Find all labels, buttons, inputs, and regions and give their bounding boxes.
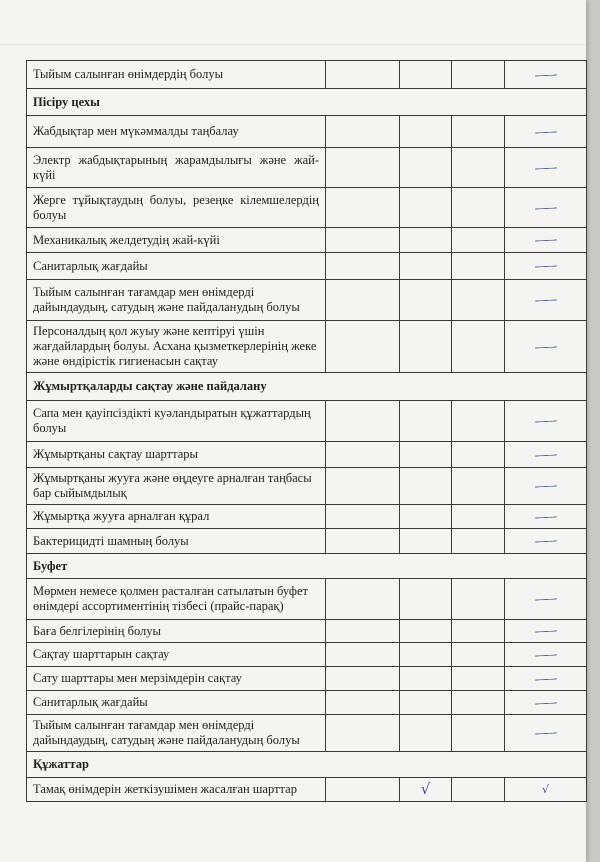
checklist-row bbox=[27, 529, 587, 554]
section-title: Буфет bbox=[27, 554, 587, 579]
checklist-mark-cell-3[interactable] bbox=[452, 61, 505, 89]
checklist-mark-cell-3[interactable] bbox=[452, 579, 505, 620]
checklist-mark-cell-2[interactable] bbox=[400, 579, 452, 620]
checklist-row bbox=[27, 620, 587, 643]
checklist-mark-cell-2[interactable] bbox=[400, 529, 452, 554]
handwritten-dash-mark bbox=[534, 516, 556, 518]
handwritten-dash-mark bbox=[534, 631, 556, 633]
checklist-mark-cell-4[interactable] bbox=[505, 620, 587, 643]
checklist-row bbox=[27, 505, 587, 529]
handwritten-dash-mark bbox=[534, 300, 556, 302]
section-header-row bbox=[27, 89, 587, 116]
handwritten-dash-mark bbox=[534, 599, 556, 601]
checklist-mark-cell-1[interactable] bbox=[326, 667, 400, 691]
checklist-item-label: Сақтау шарттарын сақтау bbox=[27, 643, 326, 667]
checklist-row bbox=[27, 253, 587, 280]
checklist-item-label: Тыйым салынған өнімдердің болуы bbox=[27, 61, 326, 89]
checklist-mark-cell-3[interactable] bbox=[452, 667, 505, 691]
checklist-mark-cell-2[interactable] bbox=[400, 620, 452, 643]
paper-fold bbox=[0, 44, 586, 46]
handwritten-dash-mark bbox=[534, 678, 556, 680]
checklist-mark-cell-3[interactable] bbox=[452, 442, 505, 468]
checklist-row bbox=[27, 61, 587, 89]
checklist-mark-cell-4[interactable] bbox=[505, 715, 587, 752]
checklist-mark-cell-3[interactable] bbox=[452, 778, 505, 802]
checklist-row bbox=[27, 148, 587, 188]
checklist-mark-cell-2[interactable] bbox=[400, 148, 452, 188]
section-title: Пісіру цехы bbox=[27, 89, 587, 116]
handwritten-dash-mark bbox=[534, 486, 556, 488]
checklist-row bbox=[27, 280, 587, 321]
checklist-mark-cell-1[interactable] bbox=[326, 253, 400, 280]
checklist-item-label: Тыйым салынған тағамдар мен өнімдерді дайындаудың, сатудың және пайдаланудың болуы bbox=[27, 280, 326, 321]
checklist-item-label: Мөрмен немесе қолмен расталған сатылатын буфет өнімдері ассортиментінің тізбесі (прайс-парақ) bbox=[27, 579, 326, 620]
checklist-mark-cell-4[interactable] bbox=[505, 529, 587, 554]
checklist-mark-cell-2[interactable] bbox=[400, 715, 452, 752]
checklist-mark-cell-3[interactable] bbox=[452, 228, 505, 253]
checklist-mark-cell-3[interactable] bbox=[452, 468, 505, 505]
checklist-mark-cell-4[interactable] bbox=[505, 280, 587, 321]
checklist-mark-cell-2[interactable] bbox=[400, 321, 452, 373]
checklist-item-label: Жабдықтар мен мүкәммалды таңбалау bbox=[27, 116, 326, 148]
checklist-mark-cell-1[interactable] bbox=[326, 505, 400, 529]
checklist-mark-cell-4[interactable] bbox=[505, 148, 587, 188]
section-header-row bbox=[27, 554, 587, 579]
checklist-item-label: Механикалық желдетудің жай-күйі bbox=[27, 228, 326, 253]
checklist-row bbox=[27, 468, 587, 505]
checklist-mark-cell-3[interactable] bbox=[452, 715, 505, 752]
checklist-mark-cell-3[interactable] bbox=[452, 505, 505, 529]
checklist-item-label: Бактерицидті шамның болуы bbox=[27, 529, 326, 554]
checklist-mark-cell-4[interactable] bbox=[505, 667, 587, 691]
checklist-mark-cell-1[interactable] bbox=[326, 778, 400, 802]
checklist-mark-cell-4[interactable] bbox=[505, 579, 587, 620]
checklist-mark-cell-4[interactable] bbox=[505, 778, 587, 802]
checklist-mark-cell-1[interactable] bbox=[326, 620, 400, 643]
checklist-mark-cell-4[interactable] bbox=[505, 253, 587, 280]
checklist-mark-cell-4[interactable] bbox=[505, 188, 587, 228]
checklist-mark-cell-2[interactable] bbox=[400, 442, 452, 468]
checklist-mark-cell-3[interactable] bbox=[452, 148, 505, 188]
section-header-row bbox=[27, 373, 587, 401]
checklist-item-label: Жұмыртқаны сақтау шарттары bbox=[27, 442, 326, 468]
checklist-mark-cell-4[interactable] bbox=[505, 61, 587, 89]
checklist-mark-cell-1[interactable] bbox=[326, 116, 400, 148]
checklist-mark-cell-2[interactable] bbox=[400, 778, 452, 802]
checklist-row bbox=[27, 188, 587, 228]
checklist-item-label: Сату шарттары мен мерзімдерін сақтау bbox=[27, 667, 326, 691]
checklist-row bbox=[27, 643, 587, 667]
checklist-row bbox=[27, 442, 587, 468]
checklist-mark-cell-1[interactable] bbox=[326, 529, 400, 554]
checklist-mark-cell-1[interactable] bbox=[326, 188, 400, 228]
checklist-mark-cell-4[interactable] bbox=[505, 321, 587, 373]
checklist-item-label: Электр жабдықтарының жарамдылығы және жай-күйі bbox=[27, 148, 326, 188]
checklist-mark-cell-4[interactable] bbox=[505, 468, 587, 505]
checklist-mark-cell-2[interactable] bbox=[400, 188, 452, 228]
checklist-item-label: Санитарлық жағдайы bbox=[27, 691, 326, 715]
checklist-mark-cell-1[interactable] bbox=[326, 401, 400, 442]
checklist-row bbox=[27, 667, 587, 691]
checklist-mark-cell-3[interactable] bbox=[452, 116, 505, 148]
checklist-mark-cell-2[interactable] bbox=[400, 116, 452, 148]
checklist-mark-cell-2[interactable] bbox=[400, 505, 452, 529]
checklist-mark-cell-1[interactable] bbox=[326, 643, 400, 667]
checklist-row bbox=[27, 116, 587, 148]
handwritten-dash-mark bbox=[534, 421, 556, 423]
checklist-mark-cell-3[interactable] bbox=[452, 620, 505, 643]
inspection-checklist-table bbox=[26, 60, 587, 802]
checklist-item-label: Жерге тұйықтаудың болуы, резеңке кілемшелердің болуы bbox=[27, 188, 326, 228]
handwritten-dash-mark bbox=[534, 541, 556, 543]
checklist-item-label: Жұмыртқаны жууға және өңдеуге арналған таңбасы бар сыйымдылық bbox=[27, 468, 326, 505]
checklist-mark-cell-3[interactable] bbox=[452, 643, 505, 667]
checklist-mark-cell-2[interactable] bbox=[400, 667, 452, 691]
checklist-mark-cell-3[interactable] bbox=[452, 188, 505, 228]
checklist-mark-cell-2[interactable] bbox=[400, 468, 452, 505]
checklist-mark-cell-3[interactable] bbox=[452, 280, 505, 321]
checklist-mark-cell-4[interactable] bbox=[505, 116, 587, 148]
checklist-mark-cell-1[interactable] bbox=[326, 148, 400, 188]
handwritten-dash-mark bbox=[534, 454, 556, 456]
checklist-mark-cell-3[interactable] bbox=[452, 529, 505, 554]
checklist-row bbox=[27, 691, 587, 715]
checklist-mark-cell-1[interactable] bbox=[326, 691, 400, 715]
checklist-item-label: Персоналдың қол жуыу және кептіруі үшін жағдайлардың болуы. Асхана қызметкерлерінің жеке және өндірістік гигиенасын сақтау bbox=[27, 321, 326, 373]
checklist-mark-cell-1[interactable] bbox=[326, 321, 400, 373]
handwritten-dash-mark bbox=[534, 207, 556, 209]
checklist-mark-cell-2[interactable] bbox=[400, 643, 452, 667]
handwritten-dash-mark bbox=[534, 702, 556, 704]
handwritten-dash-mark bbox=[534, 346, 556, 348]
handwritten-check-mark: √ bbox=[541, 783, 549, 796]
checklist-item-label: Сапа мен қауіпсіздікті куәландыратын құжаттардың болуы bbox=[27, 401, 326, 442]
checklist-row bbox=[27, 715, 587, 752]
checklist-item-label: Жұмыртқа жууға арналған құрал bbox=[27, 505, 326, 529]
checklist-item-label: Тамақ өнімдерін жеткізушімен жасалған шарттар bbox=[27, 778, 326, 802]
handwritten-dash-mark bbox=[534, 654, 556, 656]
checklist-mark-cell-2[interactable] bbox=[400, 228, 452, 253]
checklist-mark-cell-1[interactable] bbox=[326, 468, 400, 505]
handwritten-check-mark: √ bbox=[420, 779, 431, 798]
checklist-mark-cell-4[interactable] bbox=[505, 401, 587, 442]
checklist-mark-cell-3[interactable] bbox=[452, 253, 505, 280]
checklist-mark-cell-1[interactable] bbox=[326, 715, 400, 752]
handwritten-dash-mark bbox=[534, 167, 556, 169]
checklist-mark-cell-4[interactable] bbox=[505, 643, 587, 667]
handwritten-dash-mark bbox=[534, 131, 556, 133]
handwritten-dash-mark bbox=[534, 74, 556, 76]
checklist-mark-cell-2[interactable] bbox=[400, 401, 452, 442]
checklist-item-label: Баға белгілерінің болуы bbox=[27, 620, 326, 643]
checklist-mark-cell-1[interactable] bbox=[326, 579, 400, 620]
checklist-mark-cell-4[interactable] bbox=[505, 228, 587, 253]
handwritten-dash-mark bbox=[534, 240, 556, 242]
checklist-row bbox=[27, 401, 587, 442]
checklist-item-label: Тыйым салынған тағамдар мен өнімдерді дайындаудың, сатудың және пайдаланудың болуы bbox=[27, 715, 326, 752]
handwritten-dash-mark bbox=[534, 266, 556, 268]
checklist-row bbox=[27, 228, 587, 253]
checklist-mark-cell-1[interactable] bbox=[326, 280, 400, 321]
handwritten-dash-mark bbox=[534, 733, 556, 735]
checklist-mark-cell-3[interactable] bbox=[452, 321, 505, 373]
checklist-row bbox=[27, 778, 587, 802]
checklist-mark-cell-3[interactable] bbox=[452, 691, 505, 715]
checklist-mark-cell-2[interactable] bbox=[400, 253, 452, 280]
checklist-item-label: Санитарлық жағдайы bbox=[27, 253, 326, 280]
section-title: Жұмыртқаларды сақтау және пайдалану bbox=[27, 373, 587, 401]
section-title: Құжаттар bbox=[27, 752, 587, 778]
checklist-mark-cell-4[interactable] bbox=[505, 442, 587, 468]
checklist-mark-cell-4[interactable] bbox=[505, 505, 587, 529]
checklist-row bbox=[27, 579, 587, 620]
checklist-mark-cell-1[interactable] bbox=[326, 442, 400, 468]
checklist-mark-cell-3[interactable] bbox=[452, 401, 505, 442]
checklist-mark-cell-1[interactable] bbox=[326, 61, 400, 89]
checklist-mark-cell-1[interactable] bbox=[326, 228, 400, 253]
checklist-mark-cell-2[interactable] bbox=[400, 691, 452, 715]
checklist-mark-cell-4[interactable] bbox=[505, 691, 587, 715]
checklist-mark-cell-2[interactable] bbox=[400, 280, 452, 321]
section-header-row bbox=[27, 752, 587, 778]
checklist-mark-cell-2[interactable] bbox=[400, 61, 452, 89]
checklist-row bbox=[27, 321, 587, 373]
